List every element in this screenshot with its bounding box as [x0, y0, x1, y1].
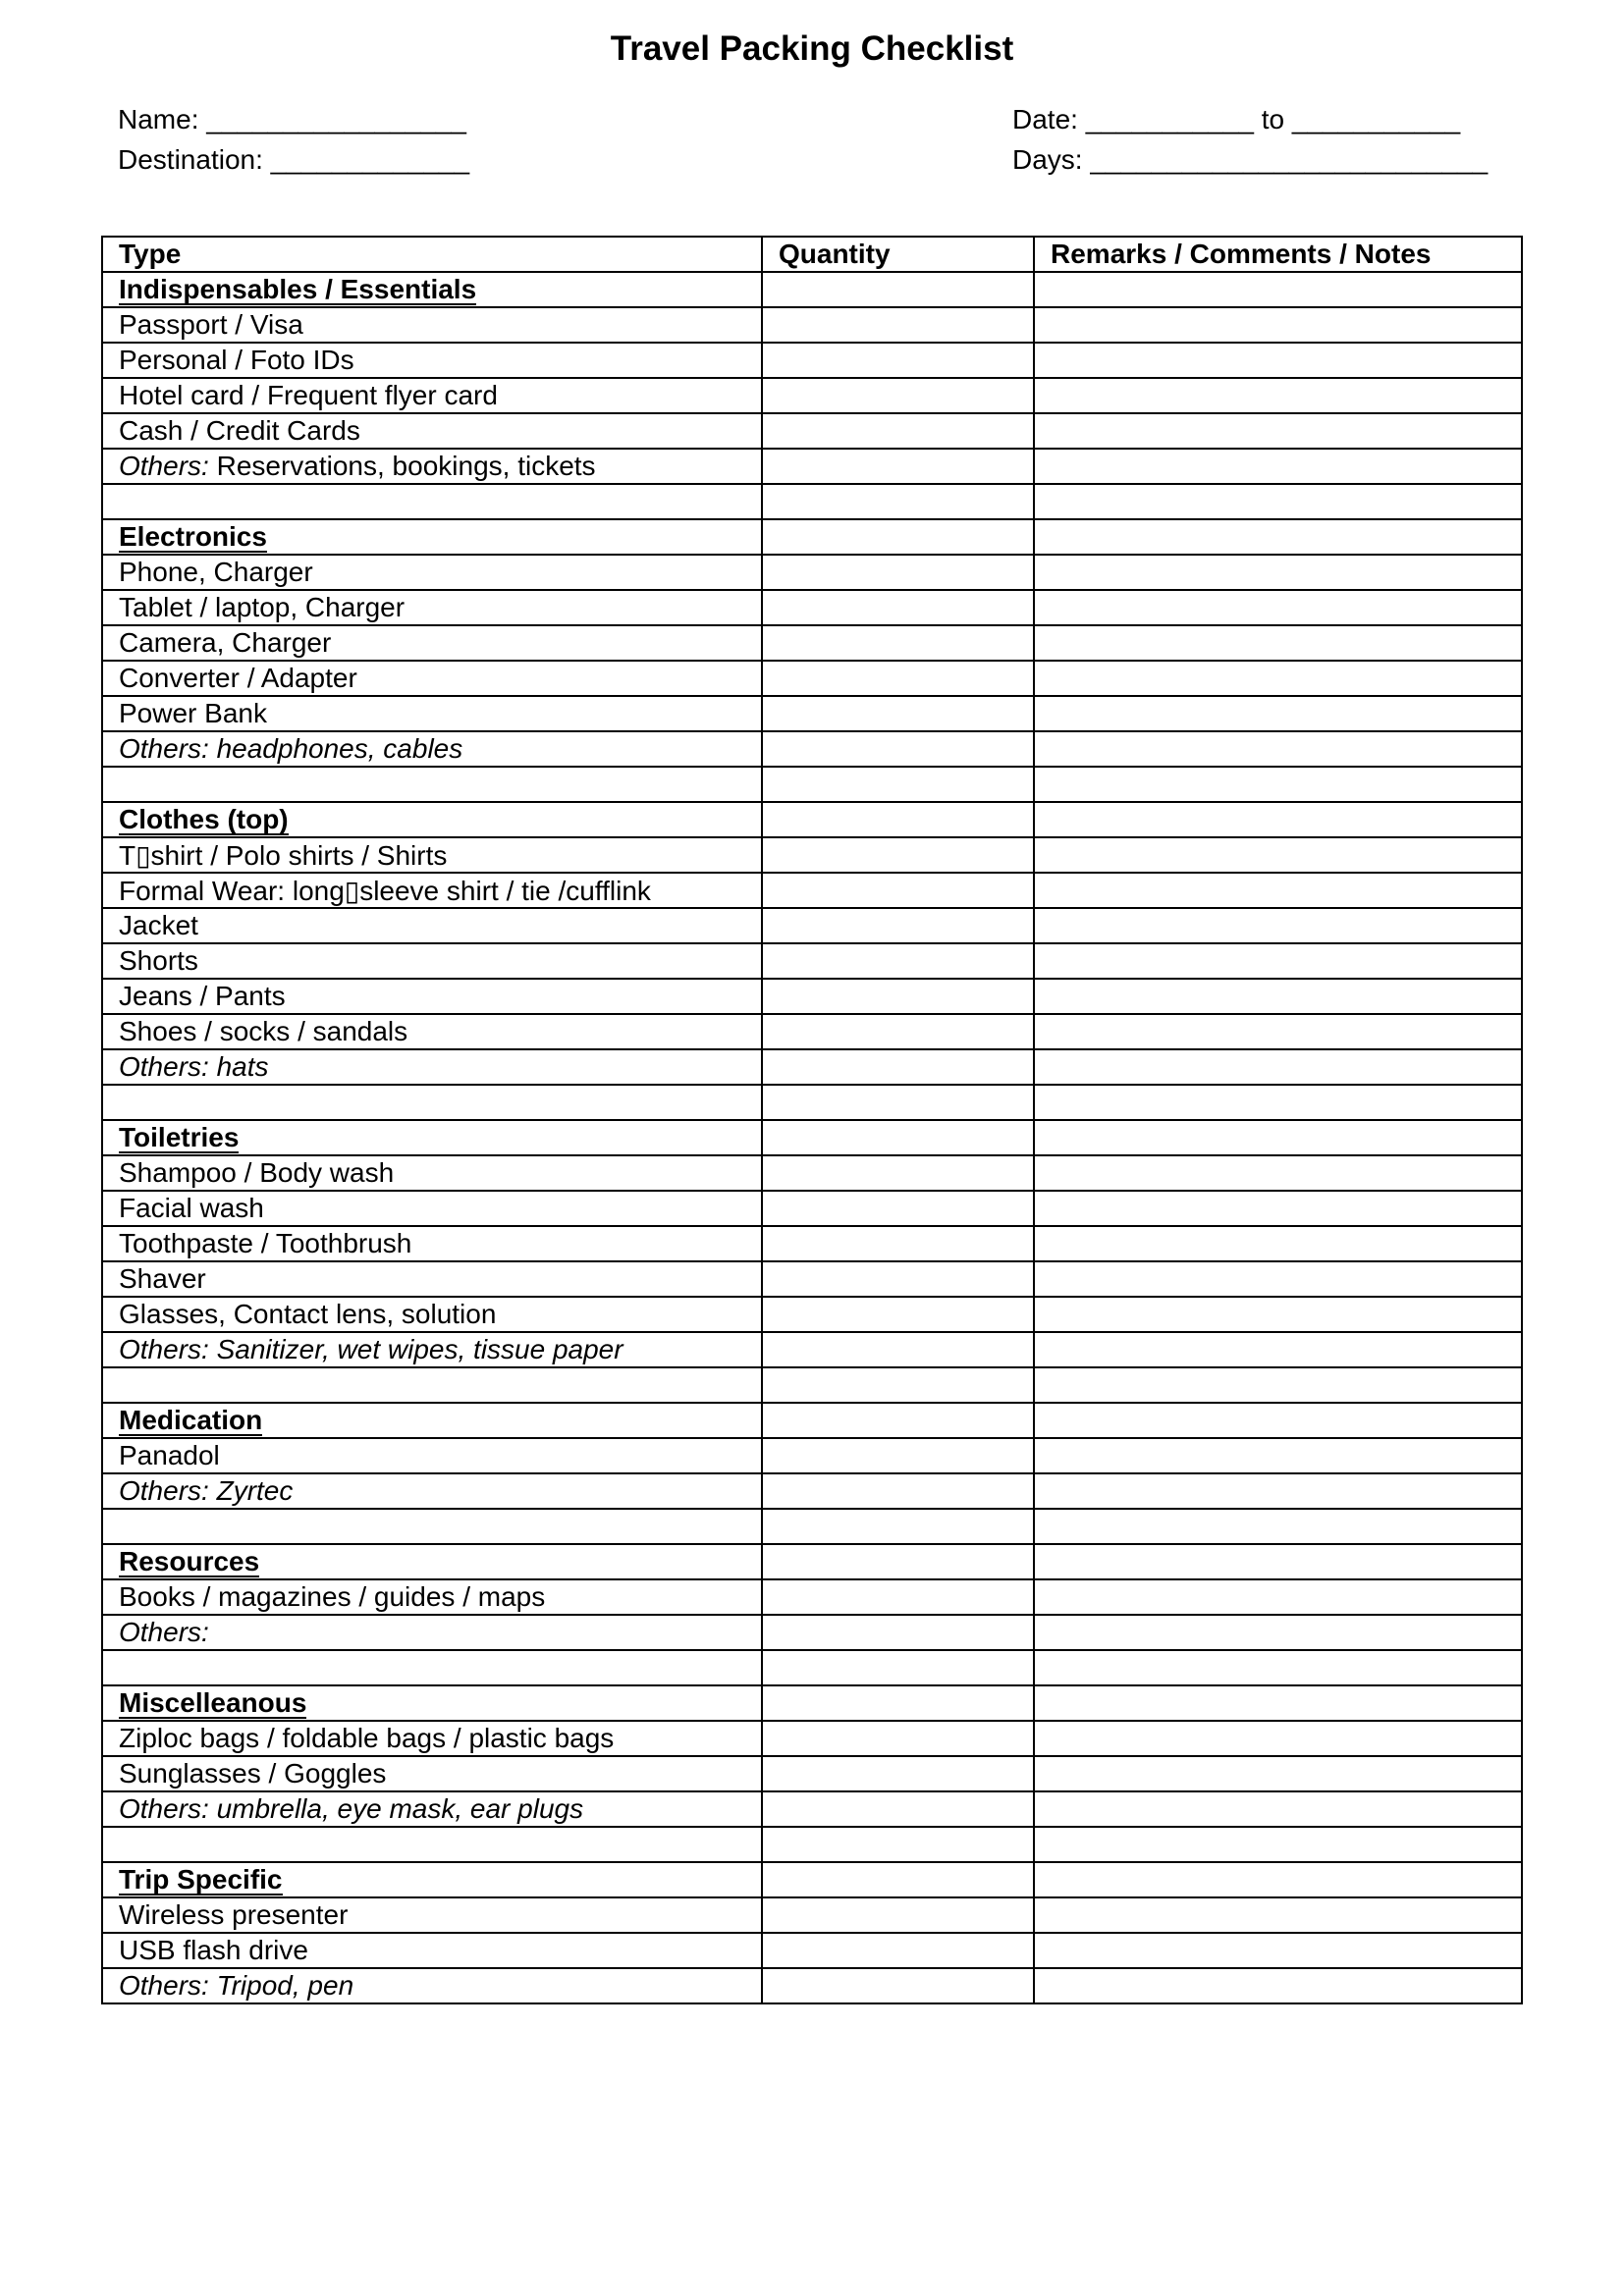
- table-row: [102, 343, 1522, 378]
- remarks-cell[interactable]: [1034, 378, 1522, 413]
- item-text: Passport / Visa: [119, 309, 303, 340]
- remarks-cell[interactable]: [1034, 1367, 1522, 1403]
- item-cell: [102, 1791, 762, 1827]
- item-cell: [102, 979, 762, 1014]
- remarks-cell[interactable]: [1034, 1014, 1522, 1049]
- quantity-cell[interactable]: [762, 1014, 1034, 1049]
- item-text: Jeans / Pants: [119, 981, 286, 1011]
- item-text: USB flash drive: [119, 1935, 308, 1965]
- quantity-cell[interactable]: [762, 1579, 1034, 1615]
- remarks-cell[interactable]: [1034, 413, 1522, 449]
- item-italic-text: Others: Zyrtec: [119, 1475, 294, 1506]
- header-type: Type: [102, 237, 762, 272]
- item-cell: [102, 1933, 762, 1968]
- quantity-cell[interactable]: [762, 767, 1034, 802]
- remarks-cell[interactable]: [1034, 1297, 1522, 1332]
- remarks-cell[interactable]: [1034, 767, 1522, 802]
- remarks-cell[interactable]: [1034, 343, 1522, 378]
- table-row: [102, 378, 1522, 413]
- item-cell: [102, 625, 762, 661]
- remarks-cell[interactable]: [1034, 802, 1522, 837]
- remarks-cell[interactable]: [1034, 1897, 1522, 1933]
- remarks-cell[interactable]: [1034, 979, 1522, 1014]
- item-text: Books / magazines / guides / maps: [119, 1581, 546, 1612]
- quantity-cell[interactable]: [762, 731, 1034, 767]
- quantity-cell[interactable]: [762, 590, 1034, 625]
- remarks-cell[interactable]: [1034, 1544, 1522, 1579]
- remarks-cell[interactable]: [1034, 1438, 1522, 1473]
- item-text: Personal / Foto IDs: [119, 345, 354, 375]
- item-cell: [102, 1297, 762, 1332]
- item-cell: [102, 1897, 762, 1933]
- header-remarks: Remarks / Comments / Notes: [1034, 237, 1522, 272]
- remarks-cell[interactable]: [1034, 555, 1522, 590]
- item-text: Jacket: [119, 910, 198, 940]
- remarks-cell[interactable]: [1034, 449, 1522, 484]
- days-field[interactable]: Days: __________________________: [1012, 144, 1489, 175]
- quantity-cell[interactable]: [762, 1473, 1034, 1509]
- remarks-cell[interactable]: [1034, 1968, 1522, 2003]
- blank-row: [102, 1367, 1522, 1403]
- item-cell: [102, 1155, 762, 1191]
- table-row: [102, 837, 1522, 873]
- quantity-cell[interactable]: [762, 1509, 1034, 1544]
- packing-checklist-table: [101, 236, 1523, 2004]
- blank-type-cell[interactable]: [102, 484, 762, 519]
- quantity-cell[interactable]: [762, 1897, 1034, 1933]
- item-cell: [102, 1049, 762, 1085]
- quantity-cell[interactable]: [762, 696, 1034, 731]
- date-field[interactable]: Date: ___________ to ___________: [1012, 104, 1461, 134]
- section-title: Electronics: [119, 521, 267, 552]
- table-row: [102, 1791, 1522, 1827]
- item-text: Tablet / laptop, Charger: [119, 592, 406, 622]
- table-row: [102, 1049, 1522, 1085]
- quantity-cell[interactable]: [762, 307, 1034, 343]
- remarks-cell[interactable]: [1034, 1615, 1522, 1650]
- table-row: [102, 1721, 1522, 1756]
- remarks-cell[interactable]: [1034, 272, 1522, 307]
- quantity-cell[interactable]: [762, 802, 1034, 837]
- table-row: [102, 413, 1522, 449]
- item-text: Power Bank: [119, 698, 267, 728]
- blank-type-cell[interactable]: [102, 1509, 762, 1544]
- section-title: Resources: [119, 1546, 260, 1576]
- remarks-cell[interactable]: [1034, 1509, 1522, 1544]
- quantity-cell[interactable]: [762, 1332, 1034, 1367]
- remarks-cell[interactable]: [1034, 519, 1522, 555]
- blank-row: [102, 1650, 1522, 1685]
- blank-row: [102, 1085, 1522, 1120]
- remarks-cell[interactable]: [1034, 1120, 1522, 1155]
- blank-type-cell[interactable]: [102, 1367, 762, 1403]
- destination-field[interactable]: Destination: _____________: [118, 144, 470, 175]
- blank-row: [102, 1827, 1522, 1862]
- item-italic-text: Others: Sanitizer, wet wipes, tissue paper: [119, 1334, 623, 1364]
- item-italic-text: Others:: [119, 1617, 209, 1647]
- table-row: [102, 1897, 1522, 1933]
- section-title: Toiletries: [119, 1122, 240, 1152]
- quantity-cell[interactable]: [762, 1791, 1034, 1827]
- quantity-cell[interactable]: [762, 979, 1034, 1014]
- quantity-cell[interactable]: [762, 943, 1034, 979]
- quantity-cell[interactable]: [762, 1685, 1034, 1721]
- item-text: Shaver: [119, 1263, 206, 1294]
- remarks-cell[interactable]: [1034, 1862, 1522, 1897]
- quantity-cell[interactable]: [762, 1933, 1034, 1968]
- remarks-cell[interactable]: [1034, 661, 1522, 696]
- table-row: [102, 873, 1522, 908]
- item-cell: [102, 696, 762, 731]
- table-header-row: [102, 237, 1522, 272]
- remarks-cell[interactable]: [1034, 1579, 1522, 1615]
- quantity-cell[interactable]: [762, 1438, 1034, 1473]
- remarks-cell[interactable]: [1034, 1473, 1522, 1509]
- item-text: Converter / Adapter: [119, 663, 357, 693]
- quantity-cell[interactable]: [762, 837, 1034, 873]
- quantity-cell[interactable]: [762, 908, 1034, 943]
- table-row: [102, 449, 1522, 484]
- item-cell: [102, 1579, 762, 1615]
- item-text: Shorts: [119, 945, 198, 976]
- item-italic-text: Others: headphones, cables: [119, 733, 463, 764]
- quantity-cell[interactable]: [762, 1756, 1034, 1791]
- quantity-cell[interactable]: [762, 378, 1034, 413]
- quantity-cell[interactable]: [762, 1049, 1034, 1085]
- remarks-cell[interactable]: [1034, 1827, 1522, 1862]
- table-row: [102, 908, 1522, 943]
- quantity-cell[interactable]: [762, 661, 1034, 696]
- remarks-cell[interactable]: [1034, 943, 1522, 979]
- table-row: [102, 1226, 1522, 1261]
- item-cell: [102, 1473, 762, 1509]
- header-quantity: Quantity: [762, 237, 1034, 272]
- quantity-cell[interactable]: [762, 413, 1034, 449]
- remarks-cell[interactable]: [1034, 1226, 1522, 1261]
- section-cell: [102, 1685, 762, 1721]
- table-row: [102, 1332, 1522, 1367]
- table-row: [102, 1933, 1522, 1968]
- section-header-row: [102, 1544, 1522, 1579]
- blank-type-cell[interactable]: [102, 1085, 762, 1120]
- item-text: Facial wash: [119, 1193, 264, 1223]
- quantity-cell[interactable]: [762, 449, 1034, 484]
- table-row: [102, 1438, 1522, 1473]
- remarks-cell[interactable]: [1034, 1756, 1522, 1791]
- remarks-cell[interactable]: [1034, 1685, 1522, 1721]
- section-header-row: [102, 1685, 1522, 1721]
- section-title: Miscelleanous: [119, 1687, 307, 1718]
- item-cell: [102, 1191, 762, 1226]
- remarks-cell[interactable]: [1034, 908, 1522, 943]
- table-row: [102, 1615, 1522, 1650]
- item-cell: [102, 731, 762, 767]
- quantity-cell[interactable]: [762, 1085, 1034, 1120]
- item-cell: [102, 908, 762, 943]
- quantity-cell[interactable]: [762, 484, 1034, 519]
- item-text: Ziploc bags / foldable bags / plastic bags: [119, 1723, 615, 1753]
- section-title: Trip Specific: [119, 1864, 283, 1895]
- quantity-cell[interactable]: [762, 1827, 1034, 1862]
- table-row: [102, 943, 1522, 979]
- item-cell: [102, 413, 762, 449]
- table-row: [102, 1297, 1522, 1332]
- item-italic-text: Others: Tripod, pen: [119, 1970, 354, 2001]
- quantity-cell[interactable]: [762, 1403, 1034, 1438]
- item-text: T▯shirt / Polo shirts / Shirts: [119, 839, 448, 871]
- remarks-cell[interactable]: [1034, 837, 1522, 873]
- blank-type-cell[interactable]: [102, 767, 762, 802]
- quantity-cell[interactable]: [762, 1120, 1034, 1155]
- remarks-cell[interactable]: [1034, 1403, 1522, 1438]
- table-row: [102, 307, 1522, 343]
- quantity-cell[interactable]: [762, 1261, 1034, 1297]
- table-row: [102, 1473, 1522, 1509]
- blank-row: [102, 1509, 1522, 1544]
- quantity-cell[interactable]: [762, 1191, 1034, 1226]
- item-text: Formal Wear: long▯sleeve shirt / tie /cufflink: [119, 875, 651, 906]
- remarks-cell[interactable]: [1034, 625, 1522, 661]
- quantity-cell[interactable]: [762, 625, 1034, 661]
- section-cell: [102, 1862, 762, 1897]
- checklist-body: [102, 272, 1522, 2003]
- item-cell: [102, 343, 762, 378]
- table-row: [102, 555, 1522, 590]
- section-title: Indispensables / Essentials: [119, 274, 477, 304]
- remarks-cell[interactable]: [1034, 1933, 1522, 1968]
- item-text: Panadol: [119, 1440, 220, 1470]
- item-text: Shoes / socks / sandals: [119, 1016, 408, 1046]
- table-row: [102, 1579, 1522, 1615]
- item-cell: [102, 1438, 762, 1473]
- section-header-row: [102, 1403, 1522, 1438]
- remarks-cell[interactable]: [1034, 1191, 1522, 1226]
- section-cell: [102, 519, 762, 555]
- remarks-cell[interactable]: [1034, 1791, 1522, 1827]
- item-text: Shampoo / Body wash: [119, 1157, 395, 1188]
- item-text: Camera, Charger: [119, 627, 332, 658]
- quantity-cell[interactable]: [762, 1968, 1034, 2003]
- item-cell: [102, 873, 762, 908]
- quantity-cell[interactable]: [762, 1226, 1034, 1261]
- table-row: [102, 1261, 1522, 1297]
- name-field[interactable]: Name: _________________: [118, 104, 466, 134]
- quantity-cell[interactable]: [762, 1615, 1034, 1650]
- table-row: [102, 696, 1522, 731]
- quantity-cell[interactable]: [762, 1544, 1034, 1579]
- section-cell: [102, 1544, 762, 1579]
- remarks-cell[interactable]: [1034, 1650, 1522, 1685]
- section-header-row: [102, 802, 1522, 837]
- section-cell: [102, 1403, 762, 1438]
- quantity-cell[interactable]: [762, 519, 1034, 555]
- item-cell: [102, 1332, 762, 1367]
- item-cell: [102, 661, 762, 696]
- item-cell: [102, 555, 762, 590]
- item-cell: [102, 837, 762, 873]
- remarks-cell[interactable]: [1034, 307, 1522, 343]
- item-cell: [102, 1968, 762, 2003]
- item-cell: [102, 307, 762, 343]
- section-title: Medication: [119, 1405, 263, 1435]
- item-cell: [102, 1226, 762, 1261]
- table-row: [102, 1756, 1522, 1791]
- remarks-cell[interactable]: [1034, 1721, 1522, 1756]
- table-row: [102, 1191, 1522, 1226]
- section-title: Clothes (top): [119, 804, 289, 834]
- remarks-cell[interactable]: [1034, 1049, 1522, 1085]
- item-text: Glasses, Contact lens, solution: [119, 1299, 497, 1329]
- remarks-cell[interactable]: [1034, 1155, 1522, 1191]
- item-text: Cash / Credit Cards: [119, 415, 360, 446]
- item-italic-text: Others: umbrella, eye mask, ear plugs: [119, 1793, 584, 1824]
- table-row: [102, 625, 1522, 661]
- item-text: Hotel card / Frequent flyer card: [119, 380, 498, 410]
- item-italic-text: Others: hats: [119, 1051, 269, 1082]
- item-italic-text: Others:: [119, 451, 209, 481]
- table-row: [102, 979, 1522, 1014]
- item-cell: [102, 1261, 762, 1297]
- item-cell: [102, 1014, 762, 1049]
- quantity-cell[interactable]: [762, 272, 1034, 307]
- quantity-cell[interactable]: [762, 343, 1034, 378]
- item-cell: [102, 590, 762, 625]
- item-text: Toothpaste / Toothbrush: [119, 1228, 412, 1258]
- remarks-cell[interactable]: [1034, 696, 1522, 731]
- remarks-cell[interactable]: [1034, 731, 1522, 767]
- remarks-cell[interactable]: [1034, 1332, 1522, 1367]
- section-header-row: [102, 1862, 1522, 1897]
- quantity-cell[interactable]: [762, 1297, 1034, 1332]
- remarks-cell[interactable]: [1034, 590, 1522, 625]
- table-row: [102, 731, 1522, 767]
- section-header-row: [102, 1120, 1522, 1155]
- quantity-cell[interactable]: [762, 1367, 1034, 1403]
- blank-row: [102, 484, 1522, 519]
- item-text: Reservations, bookings, tickets: [208, 451, 596, 481]
- section-cell: [102, 802, 762, 837]
- remarks-cell[interactable]: [1034, 873, 1522, 908]
- remarks-cell[interactable]: [1034, 1261, 1522, 1297]
- section-header-row: [102, 272, 1522, 307]
- blank-type-cell[interactable]: [102, 1650, 762, 1685]
- item-text: Sunglasses / Goggles: [119, 1758, 387, 1789]
- table-row: [102, 590, 1522, 625]
- quantity-cell[interactable]: [762, 1721, 1034, 1756]
- item-cell: [102, 943, 762, 979]
- section-cell: [102, 1120, 762, 1155]
- blank-row: [102, 767, 1522, 802]
- quantity-cell[interactable]: [762, 1650, 1034, 1685]
- section-cell: [102, 272, 762, 307]
- quantity-cell[interactable]: [762, 1862, 1034, 1897]
- item-cell: [102, 1756, 762, 1791]
- document-title: Travel Packing Checklist: [610, 29, 1014, 68]
- table-row: [102, 1014, 1522, 1049]
- item-cell: [102, 1615, 762, 1650]
- item-cell: [102, 378, 762, 413]
- item-text: Wireless presenter: [119, 1899, 349, 1930]
- quantity-cell[interactable]: [762, 555, 1034, 590]
- section-header-row: [102, 519, 1522, 555]
- item-text: Phone, Charger: [119, 557, 313, 587]
- table-row: [102, 661, 1522, 696]
- table-row: [102, 1155, 1522, 1191]
- quantity-cell[interactable]: [762, 1155, 1034, 1191]
- table-row: [102, 1968, 1522, 2003]
- item-cell: [102, 1721, 762, 1756]
- item-cell: [102, 449, 762, 484]
- quantity-cell[interactable]: [762, 873, 1034, 908]
- remarks-cell[interactable]: [1034, 1085, 1522, 1120]
- remarks-cell[interactable]: [1034, 484, 1522, 519]
- blank-type-cell[interactable]: [102, 1827, 762, 1862]
